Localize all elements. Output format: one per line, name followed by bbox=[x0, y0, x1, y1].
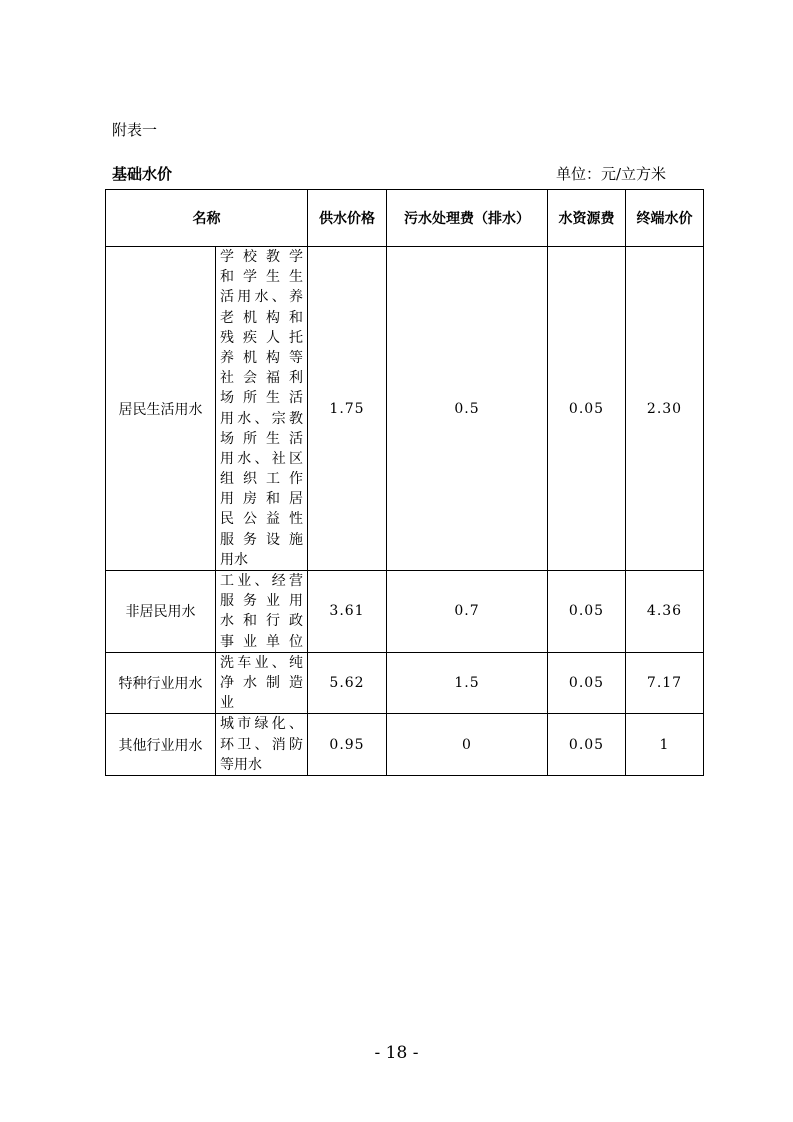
scope-line: 洗车业、纯 bbox=[220, 654, 303, 671]
scope-line: 和学生生 bbox=[220, 269, 303, 286]
supply-price-cell: 1.75 bbox=[308, 247, 387, 571]
water-price-table bbox=[105, 189, 704, 776]
scope-line: 城市绿化、 bbox=[220, 716, 303, 733]
scope-cell bbox=[216, 714, 308, 776]
category-cell: 非居民用水 bbox=[106, 571, 216, 653]
scope-line: 场所生活 bbox=[220, 430, 303, 447]
page-number: - 18 - bbox=[374, 1043, 419, 1063]
sewage-fee-cell: 0 bbox=[387, 714, 548, 776]
header-resource-fee: 水资源费 bbox=[548, 190, 626, 247]
supply-price-cell: 5.62 bbox=[308, 652, 387, 714]
scope-line: 组织工作 bbox=[220, 471, 303, 488]
scope-line: 残疾人托 bbox=[220, 329, 303, 346]
scope-line: 民公益性 bbox=[220, 511, 303, 528]
scope-line: 社会福利 bbox=[220, 370, 303, 387]
category-cell: 特种行业用水 bbox=[106, 652, 216, 714]
scope-line: 场所生活 bbox=[220, 390, 303, 407]
sewage-fee-cell: 1.5 bbox=[387, 652, 548, 714]
table-title: 基础水价 bbox=[112, 165, 173, 183]
scope-line: 老机构和 bbox=[220, 309, 303, 326]
scope-line: 环卫、消防 bbox=[220, 736, 303, 753]
scope-cell bbox=[216, 247, 308, 571]
scope-line: 活用水、养 bbox=[220, 289, 303, 306]
scope-line: 学校教学 bbox=[220, 249, 303, 265]
category-cell: 居民生活用水 bbox=[106, 247, 216, 571]
table-row-non-residential bbox=[106, 571, 704, 653]
scope-line: 用水、社区 bbox=[220, 450, 303, 467]
scope-line: 服务业用 bbox=[220, 593, 303, 610]
scope-line: 用水、宗教 bbox=[220, 410, 303, 427]
resource-fee-cell: 0.05 bbox=[548, 571, 626, 653]
final-price-cell: 7.17 bbox=[626, 652, 704, 714]
scope-line: 事业单位 bbox=[220, 633, 303, 650]
supply-price-cell: 0.95 bbox=[308, 714, 387, 776]
scope-line: 等用水 bbox=[220, 756, 262, 773]
header-final-price: 终端水价 bbox=[626, 190, 704, 247]
sewage-fee-cell: 0.5 bbox=[387, 247, 548, 571]
supply-price-cell: 3.61 bbox=[308, 571, 387, 653]
scope-line: 工业、经营 bbox=[220, 573, 303, 589]
annex-label: 附表一 bbox=[112, 121, 158, 139]
final-price-cell: 4.36 bbox=[626, 571, 704, 653]
table-header-row bbox=[106, 190, 704, 247]
scope-line: 业 bbox=[220, 695, 234, 712]
scope-line: 用水 bbox=[220, 551, 248, 568]
header-supply-price: 供水价格 bbox=[308, 190, 387, 247]
sewage-fee-cell: 0.7 bbox=[387, 571, 548, 653]
table-row-residential bbox=[106, 247, 704, 571]
scope-line: 用房和居 bbox=[220, 491, 303, 508]
scope-line: 净水制造 bbox=[220, 674, 303, 691]
category-cell: 其他行业用水 bbox=[106, 714, 216, 776]
header-name: 名称 bbox=[106, 190, 308, 247]
table-row-special-industry bbox=[106, 652, 704, 714]
header-sewage-fee: 污水处理费（排水） bbox=[387, 190, 548, 247]
final-price-cell: 1 bbox=[626, 714, 704, 776]
scope-cell bbox=[216, 652, 308, 714]
table-row-other-industry bbox=[106, 714, 704, 776]
unit-label: 单位：元/立方米 bbox=[556, 165, 667, 183]
final-price-cell: 2.30 bbox=[626, 247, 704, 571]
resource-fee-cell: 0.05 bbox=[548, 247, 626, 571]
scope-line: 养机构等 bbox=[220, 349, 303, 366]
scope-line: 服务设施 bbox=[220, 531, 303, 548]
resource-fee-cell: 0.05 bbox=[548, 714, 626, 776]
scope-line: 水和行政 bbox=[220, 613, 303, 630]
scope-cell bbox=[216, 571, 308, 653]
resource-fee-cell: 0.05 bbox=[548, 652, 626, 714]
